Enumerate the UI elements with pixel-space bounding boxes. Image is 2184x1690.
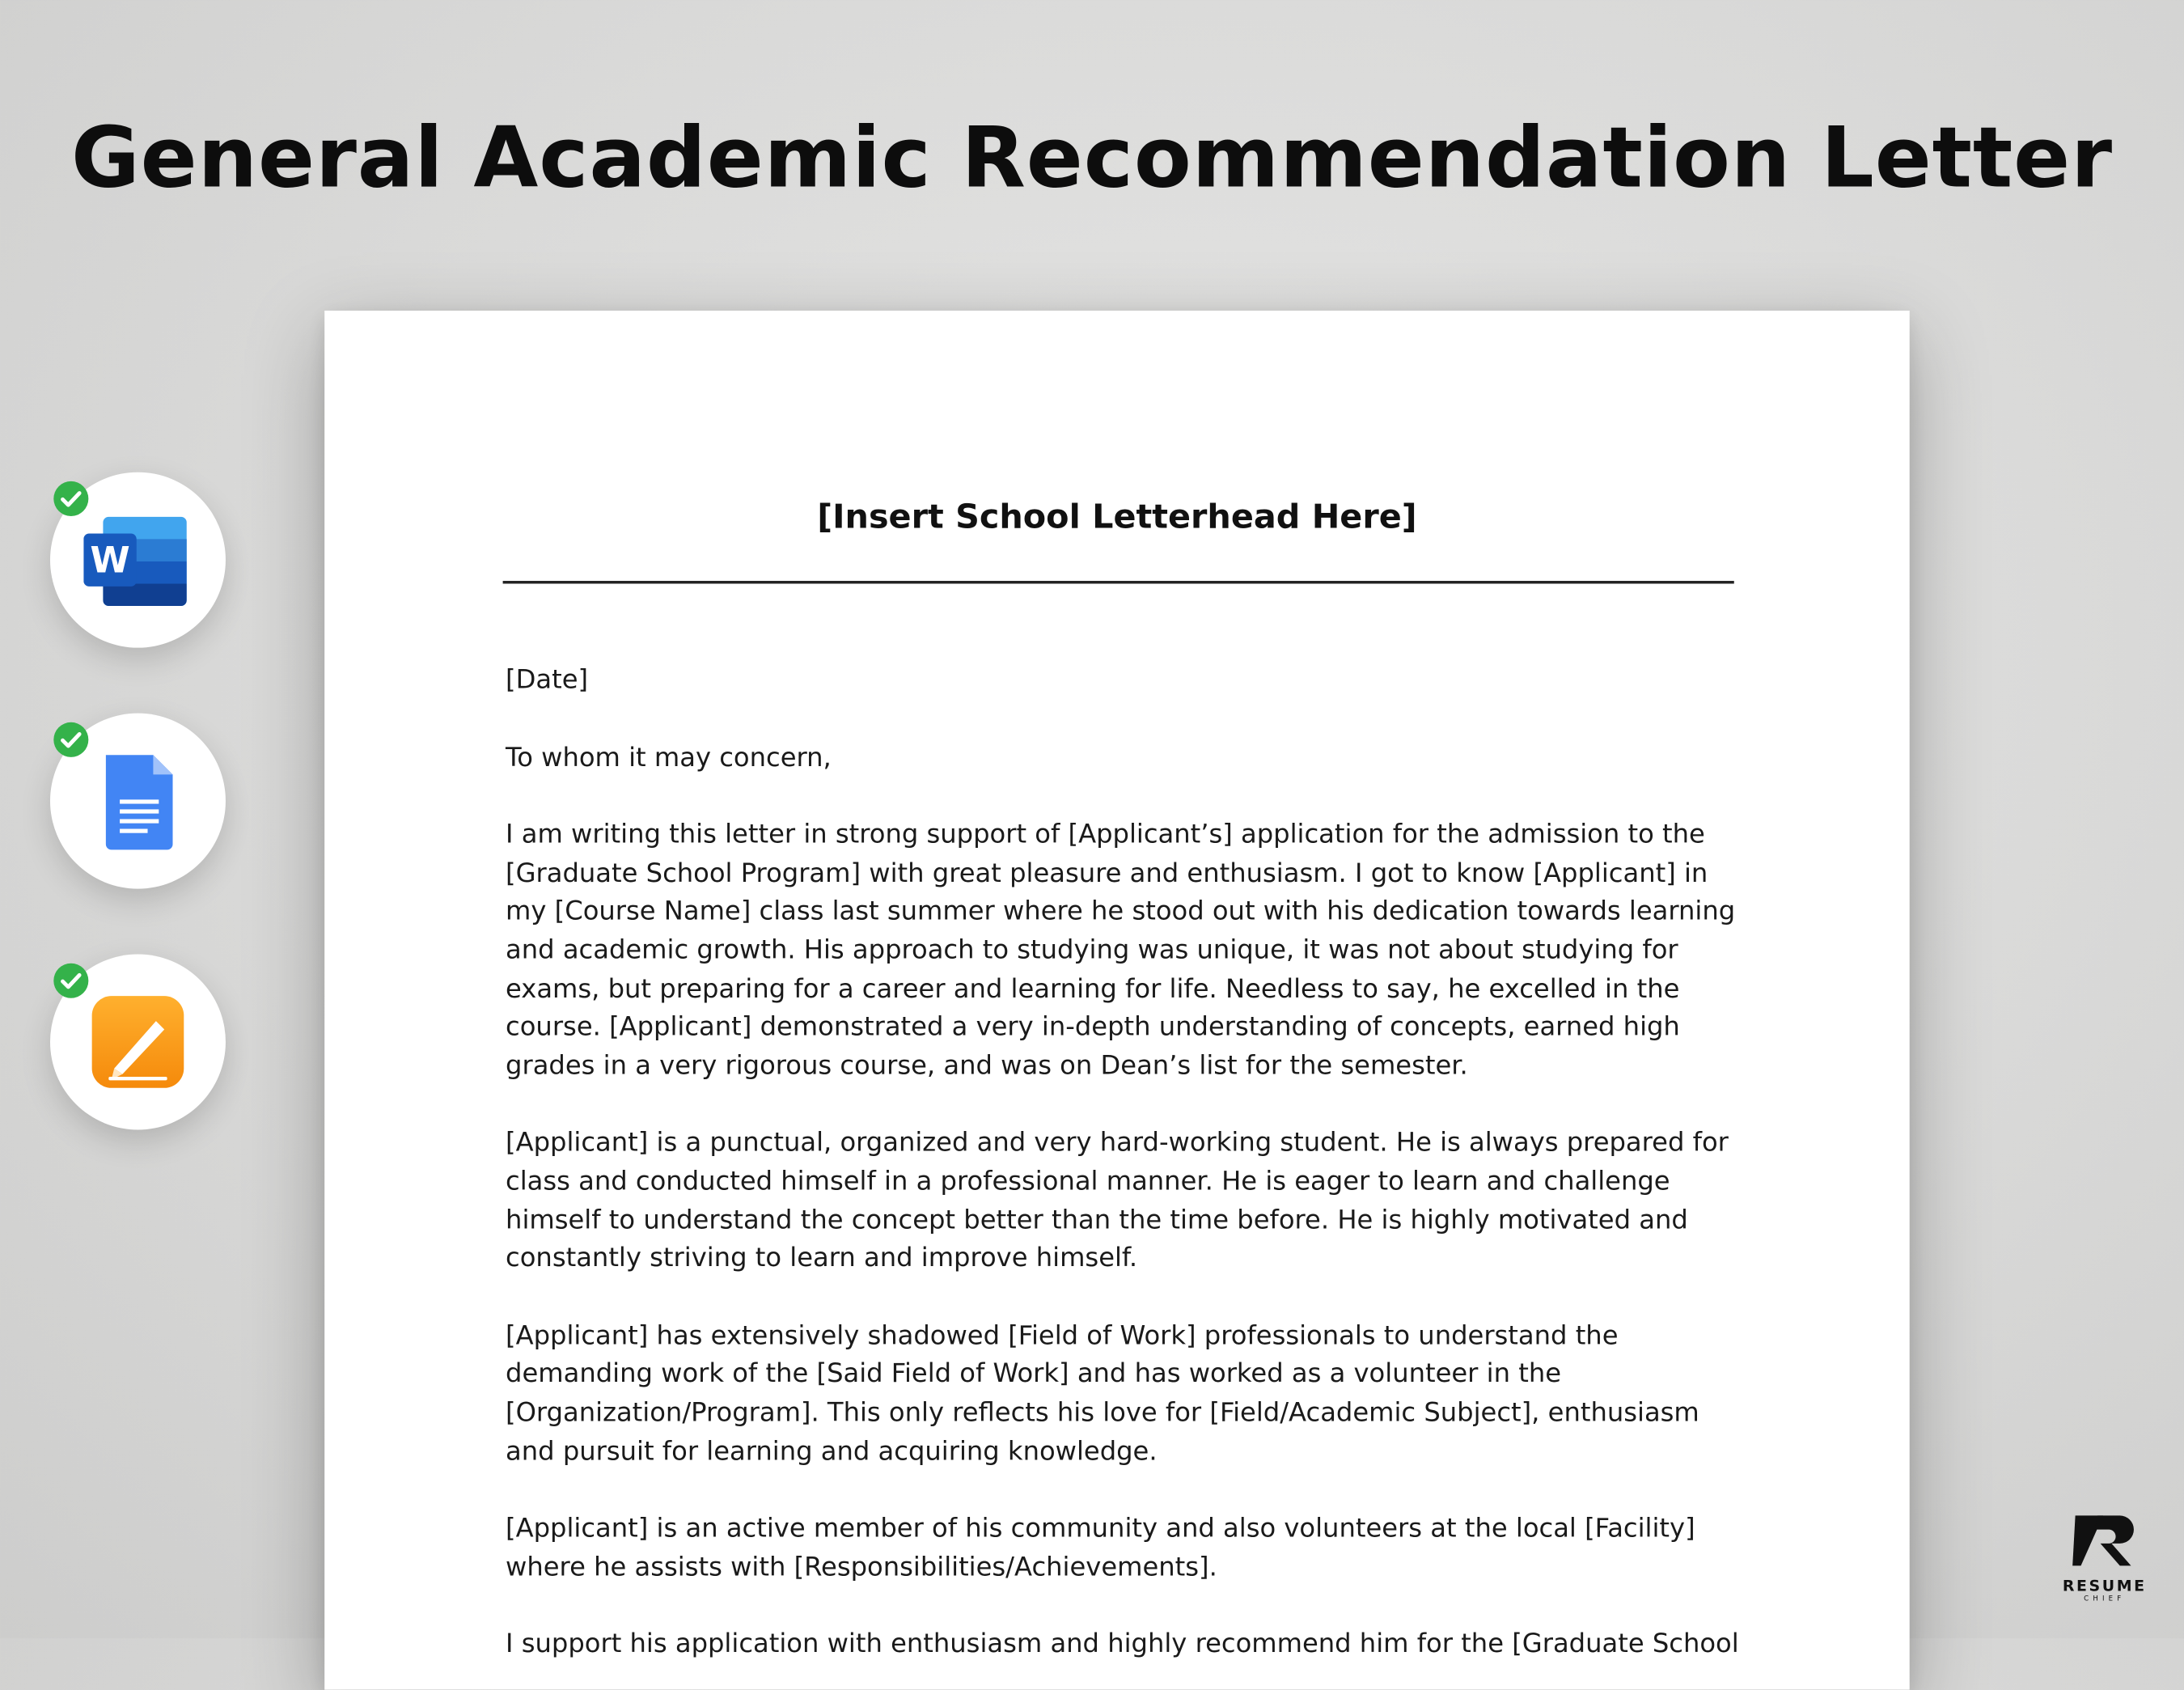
letter-paragraph: [Applicant] is an active member of his community and also volunteers at the local [Facility] where he assists with [Responsibilities/Achievements]. bbox=[506, 1514, 1695, 1582]
word-icon bbox=[83, 511, 192, 612]
google-docs-icon bbox=[83, 752, 192, 853]
app-badge-google-docs bbox=[50, 714, 226, 889]
page-title: General Academic Recommendation Letter bbox=[71, 110, 2113, 208]
brand-wordmark: RESUME bbox=[2062, 1577, 2147, 1595]
letterhead-divider bbox=[503, 581, 1734, 583]
letter-body bbox=[506, 662, 1745, 1690]
letter-date: [Date] bbox=[506, 666, 589, 696]
letter-paragraph: I support his application with enthusiasm and highly recommend him for the [Graduate School bbox=[506, 1630, 1739, 1660]
letter-paragraph: [Applicant] is a punctual, organized and very hard-working student. He is always prepared for class and conducted himself in a professional manner. He is eager to learn and challenge himself to understand the concept better than the time before. He is highly motivated and constantly striving to learn and improve himself. bbox=[506, 1129, 1729, 1274]
pages-icon bbox=[83, 993, 192, 1094]
letter-salutation: To whom it may concern, bbox=[506, 743, 832, 773]
brand-mark-icon bbox=[2070, 1510, 2140, 1572]
letter-paragraph: [Applicant] has extensively shadowed [Field of Work] professionals to understand the demanding work of the [Said Field of Work] and has worked as a volunteer in the [Organization/Program]. This only reflects his love for [Field/Academic Subject], enthusiasm and pursuit for learning and acquiring knowledge. bbox=[506, 1321, 1699, 1467]
brand-logo bbox=[2053, 1510, 2156, 1603]
svg-text:W: W bbox=[90, 538, 130, 582]
app-badge-pages bbox=[50, 955, 226, 1130]
letter-paragraph: I am writing this letter in strong support of [Applicant’s] application for the admission to the [Graduate School Program] with great pleasure and enthusiasm. I got to know [Applicant] in my [Course Name] class last summer where he stood out with his dedication towards learning and academic growth. His approach to studying was unique, it was not about studying for exams, but preparing for a career and learning for life. Needless to say, he excelled in the course. [Applicant] demonstrated a very in-depth understanding of concepts, earned high grades in a very rigorous course, and was on Dean’s list for the semester. bbox=[506, 820, 1736, 1081]
brand-subtitle: CHIEF bbox=[2084, 1595, 2126, 1603]
app-badge-word bbox=[50, 472, 226, 648]
letterhead: [Insert School Letterhead Here] bbox=[817, 497, 1417, 536]
letter-document bbox=[324, 311, 1910, 1690]
